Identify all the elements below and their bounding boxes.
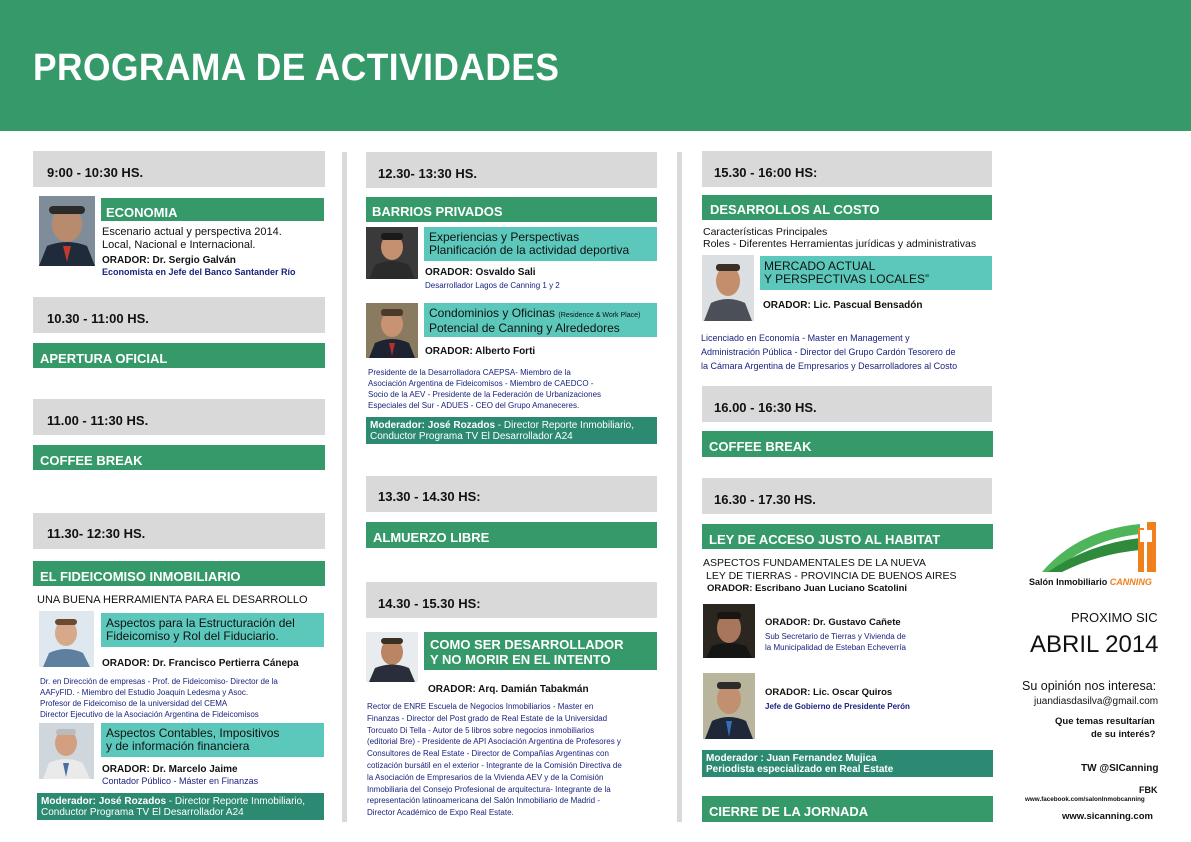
- subtopic-line: Aspectos para la Estructuración del: [106, 616, 295, 630]
- section-title-cierre: CIERRE DE LA JORNADA: [702, 796, 993, 822]
- speaker-name: ORADOR: Dr. Marcelo Jaime: [102, 764, 238, 775]
- column-divider: [677, 152, 682, 822]
- section-title-ley-de-acceso: LEY DE ACCESO JUSTO AL HABITAT: [702, 524, 993, 549]
- session-subtopic: [101, 723, 324, 757]
- session-description: Características Principales: [703, 226, 828, 238]
- time-label: 13.30 - 14.30 HS:: [378, 489, 481, 504]
- speaker-name: ORADOR: Osvaldo Sali: [425, 267, 536, 278]
- speaker-bio: [367, 701, 662, 819]
- session-subtopic: [424, 227, 657, 261]
- time-label: 12.30- 13:30 HS.: [378, 166, 478, 181]
- speaker-name: ORADOR: Dr. Sergio Galván: [102, 255, 236, 266]
- section-title-desarrollos: DESARROLLOS AL COSTO: [702, 195, 992, 220]
- section-title-coffee-break: COFFEE BREAK: [33, 445, 325, 470]
- time-label: 11.30- 12:30 HS.: [47, 526, 146, 541]
- bio-line: Director Académico de Expo Real Estate.: [367, 808, 514, 818]
- moderator-box: [37, 793, 324, 820]
- session-description: ASPECTOS FUNDAMENTALES DE LA NUEVA: [703, 557, 926, 569]
- logo-text-b: CANNING: [1109, 577, 1152, 588]
- logo-text: [1029, 577, 1152, 588]
- speaker-role: Jefe de Gobierno de Presidente Perón: [765, 702, 910, 711]
- session-subtopic: [101, 613, 324, 647]
- section-subtitle: UNA BUENA HERRAMIENTA PARA EL DESARROLLO: [37, 594, 308, 606]
- bio-line: la Cámara Argentina de Empresarios y Desarrolladores al Costo: [701, 361, 958, 371]
- page-title: PROGRAMA DE ACTIVIDADES: [33, 47, 560, 89]
- facebook-url[interactable]: www.facebook.com/salonInmobcanning: [1025, 796, 1145, 803]
- session-description: Local, Nacional e Internacional.: [102, 239, 256, 251]
- subtopic-line: Y PERSPECTIVAS LOCALES”: [764, 272, 929, 286]
- bio-line: Especiales del Sur - ADUES - CEO del Grupo Amaneceres.: [368, 401, 580, 410]
- speaker-bio: [701, 331, 993, 373]
- contact-email[interactable]: juandiasdasilva@gmail.com: [1034, 696, 1159, 707]
- moderator-text: Moderador : Juan Fernandez Mujica: [706, 753, 877, 764]
- session-description: Escenario actual y perspectiva 2014.: [102, 226, 282, 238]
- speaker-photo-tabakman: [366, 632, 418, 682]
- bio-line: Socio de la AEV - Presidente de la Federación de Urbanizaciones: [368, 390, 602, 399]
- moderator-text: - Director Reporte Inmobiliario,: [166, 796, 305, 807]
- section-title-coffee-break: COFFEE BREAK: [702, 431, 993, 457]
- subtopic-line: Aspectos Contables, Impositivos: [106, 726, 280, 740]
- session-subtopic: [760, 256, 992, 290]
- subtopic-line: Experiencias y Perspectivas: [429, 230, 580, 244]
- speaker-name: ORADOR: Dr. Francisco Pertierra Cánepa: [102, 658, 299, 669]
- subtopic-note: (Residence & Work Place): [558, 312, 641, 319]
- speaker-name: ORADOR: Alberto Forti: [425, 346, 536, 357]
- speaker-photo-galvan: [39, 196, 95, 266]
- moderator-label: Moderador: José Rozados: [41, 796, 167, 807]
- section-title-fideicomiso: EL FIDEICOMISO INMOBILIARIO: [33, 561, 325, 586]
- time-label: 14.30 - 15.30 HS:: [378, 596, 481, 611]
- speaker-photo-sali: [366, 227, 418, 279]
- bio-line: (editorial Bre) - Presidente de API Asociación Argentina de Profesores y: [367, 737, 621, 747]
- bio-line: AAFyFID. - Miembro del Estudio Joaquin Ledesma y Asoc.: [40, 688, 249, 697]
- section-title-economia: ECONOMIA: [101, 198, 324, 221]
- subtopic-line: Potencial de Canning y Alrededores: [429, 321, 620, 335]
- section-title-apertura: APERTURA OFICIAL: [33, 343, 325, 368]
- title-line: COMO SER DESARROLLADOR: [430, 637, 624, 652]
- speaker-photo-pertierra: [39, 611, 94, 667]
- bio-line: Torcuato Di Tella - Autor de 5 libros sobre negocios inmobiliarios: [367, 725, 595, 735]
- subtopic-line: y de información financiera: [106, 739, 250, 753]
- bio-line: Profesor de Fideicomiso de la universidad del CEMA: [40, 699, 228, 708]
- speaker-photo-bensadon: [702, 255, 754, 321]
- section-title-como-ser-desarrollador: [424, 632, 657, 670]
- bio-line: Director Ejecutivo de la Asociación Argentina de Fideicomisos: [40, 710, 259, 719]
- subtopic-line: Planificación de la actividad deportiva: [429, 243, 630, 257]
- moderator-text: Conductor Programa TV El Desarrollador A24: [41, 807, 244, 818]
- section-title-almuerzo: ALMUERZO LIBRE: [366, 522, 657, 548]
- speaker-name: ORADOR: Escribano Juan Luciano Scatolini: [707, 583, 908, 594]
- facebook-label: FBK: [1139, 785, 1158, 795]
- bio-line: Inmobiliaria del Consejo Profesional de arquitectura- Integrante de la: [367, 784, 611, 794]
- speaker-name: ORADOR: Lic. Pascual Bensadón: [763, 300, 923, 311]
- time-label: 16.30 - 17.30 HS.: [714, 492, 816, 507]
- moderator-text: Conductor Programa TV El Desarrollador A24: [370, 431, 573, 442]
- speaker-role: Economista en Jefe del Banco Santander Río: [102, 267, 296, 277]
- bio-line: cotización bursátil en el exterior - Integrante de la Comisión Directiva de: [367, 760, 622, 770]
- speaker-photo-forti: [366, 303, 418, 358]
- bio-line: representación latinoamericana del Salón Inmobiliario de Madrid -: [367, 796, 601, 806]
- bio-line: Presidente de la Desarrolladora CAEPSA- Miembro de la: [368, 368, 571, 377]
- title-line: Y NO MORIR EN EL INTENTO: [430, 652, 611, 667]
- question-line: de su interés?: [1091, 729, 1156, 740]
- bio-line: la Asociación de Empresarios de la Vivienda AEV y de la Comisión: [367, 772, 604, 782]
- subtopic-line: Condominios y Oficinas: [429, 306, 559, 320]
- speaker-photo-jaime: [39, 723, 94, 779]
- session-description: LEY DE TIERRAS - PROVINCIA DE BUENOS AIRES: [706, 570, 957, 582]
- time-label: 10.30 - 11:00 HS.: [47, 311, 149, 326]
- logo-text-a: Salón Inmobiliario: [1029, 577, 1110, 588]
- twitter-handle[interactable]: TW @SICanning: [1081, 763, 1159, 774]
- moderator-text: Periodista especializado en Real Estate: [706, 764, 894, 775]
- column-divider: [342, 152, 347, 822]
- bio-line: Licenciado en Economía - Master en Management y: [701, 333, 910, 343]
- subtopic-line: Fideicomiso y Rol del Fiduciario.: [106, 629, 279, 643]
- bio-line: Finanzas - Director del Post grado de Real Estate de la Universidad: [367, 713, 608, 723]
- session-subtopic: [424, 303, 657, 337]
- speaker-name: ORADOR: Arq. Damián Tabakmán: [428, 684, 589, 695]
- website-link[interactable]: www.sicanning.com: [1062, 811, 1153, 822]
- speaker-role: la Municipalidad de Esteban Echeverría: [765, 643, 906, 652]
- speaker-role: Desarrollador Lagos de Canning 1 y 2: [425, 281, 560, 290]
- question-line: Que temas resultarían: [1055, 716, 1155, 727]
- moderator-text: - Director Reporte Inmobiliario,: [495, 420, 634, 431]
- moderator-box: [702, 750, 993, 777]
- bio-line: Rector de ENRE Escuela de Negocios Inmobiliarios - Master en: [367, 702, 594, 711]
- next-date: ABRIL 2014: [1030, 631, 1159, 658]
- bio-line: Asociación Argentina de Fideicomisos - Miembro de CAEDCO -: [368, 379, 594, 388]
- time-label: 9:00 - 10:30 HS.: [47, 165, 144, 180]
- speaker-photo-canete: [703, 604, 755, 658]
- time-label: 16.00 - 16:30 HS.: [714, 400, 817, 415]
- proximo-label: PROXIMO SIC: [1071, 610, 1158, 625]
- moderator-label: Moderador: José Rozados: [370, 420, 496, 431]
- speaker-photo-quiros: [703, 673, 755, 739]
- bio-line: Dr. en Dirección de empresas - Prof. de Fideicomiso- Director de la: [40, 677, 278, 686]
- speaker-bio: [368, 367, 658, 411]
- moderator-box: [366, 417, 657, 444]
- bio-line: Administración Pública - Director del Grupo Cardón Tesorero de: [701, 347, 956, 357]
- speaker-role: Contador Público - Máster en Finanzas: [102, 776, 259, 786]
- speaker-role: Sub Secretario de Tierras y Vivienda de: [765, 632, 906, 641]
- section-title-barrios: BARRIOS PRIVADOS: [366, 197, 657, 222]
- subtopic-line: MERCADO ACTUAL: [764, 259, 876, 273]
- time-label: 15.30 - 16:00 HS:: [714, 165, 818, 180]
- bio-line: Consultores de Real Estate - Director de Compañías Argentinas con: [367, 749, 609, 759]
- speaker-name: ORADOR: Lic. Oscar Quiros: [765, 687, 893, 698]
- speaker-name: ORADOR: Dr. Gustavo Cañete: [765, 617, 901, 628]
- speaker-bio: [40, 676, 330, 720]
- opinion-label: Su opinión nos interesa:: [1022, 679, 1157, 693]
- session-description: Roles - Diferentes Herramientas jurídicas y administrativas: [703, 238, 977, 250]
- time-label: 11.00 - 11:30 HS.: [47, 413, 149, 428]
